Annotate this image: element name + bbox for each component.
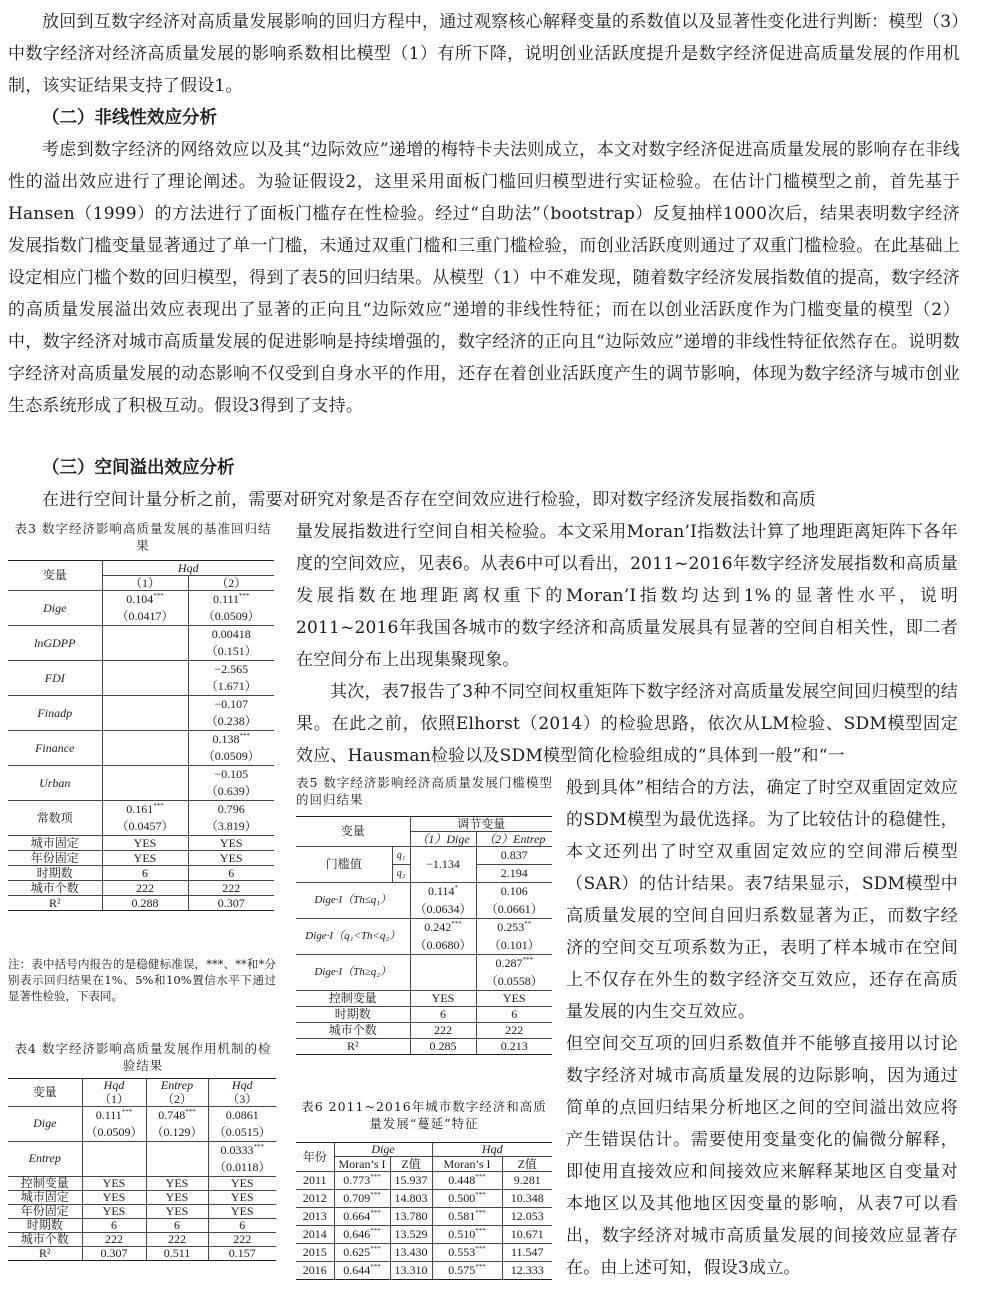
table3-cell: YES	[188, 836, 274, 851]
table3-row-label: 常数项	[8, 801, 102, 836]
table4-cell: 0.307	[82, 1246, 146, 1260]
table5-row-label: 城市个数	[296, 1023, 410, 1039]
table6-cell: 0.646***	[334, 1226, 390, 1244]
table4-cell: YES	[146, 1204, 208, 1218]
table3-coef: 0.796	[217, 802, 245, 817]
table4-coef: 0.748***	[146, 1106, 208, 1124]
table3-se	[102, 714, 188, 731]
table6-cell: 0.581***	[432, 1208, 502, 1226]
table3-cell: YES	[188, 851, 274, 866]
table6-sub-header: Z值	[502, 1157, 552, 1172]
table3-cell: YES	[102, 836, 188, 851]
table3-se: （0.0457）	[102, 819, 188, 836]
table3-dep-header: Hqd	[102, 561, 274, 576]
table4-dep-header: Entrep	[146, 1079, 208, 1093]
table3-cell: 6	[188, 866, 274, 881]
table5-coef: 0.253**	[497, 920, 532, 935]
table3-coef	[102, 661, 188, 679]
paragraph-intro: 放回到互数字经济对高质量发展影响的回归方程中，通过观察核心解释变量的系数值以及显著性变化进行判断：模型（3）中数字经济对经济高质量发展的影响系数相比模型（1）有所下降，说明创业活跃度提升是数字经济促进高质量发展的作用机制，该实证结果支持了假设1。	[8, 12, 960, 96]
table5-cell: 0.213	[476, 1039, 552, 1055]
table4-var-header: 变量	[8, 1079, 82, 1107]
table6-sub-header: Moran’s I	[334, 1157, 390, 1172]
table4-cell: YES	[82, 1176, 146, 1190]
table3-coef	[102, 626, 188, 644]
table6-cell: 15.937	[390, 1172, 432, 1190]
table6-cell: 13.430	[390, 1244, 432, 1262]
table4-coef: 0.111***	[82, 1106, 146, 1124]
table3-se: （0.0509）	[188, 609, 274, 626]
table3	[8, 560, 274, 911]
table5-q1-label: q₁	[392, 847, 410, 865]
table5-cell: YES	[410, 991, 476, 1007]
table3-row-label: Finadp	[8, 696, 102, 731]
table6-year: 2013	[296, 1208, 334, 1226]
table6-year: 2011	[296, 1172, 334, 1190]
table6-cell: 0.664***	[334, 1208, 390, 1226]
table6	[296, 1142, 552, 1280]
table5-col-header: （1）Dige	[410, 832, 476, 847]
table3-se	[102, 679, 188, 696]
table5-coef: 0.242***	[410, 919, 476, 937]
table6-body	[296, 1172, 552, 1280]
table3-se	[102, 644, 188, 661]
table6-cell: 0.553***	[432, 1244, 502, 1262]
table6-year: 2015	[296, 1244, 334, 1262]
table4-row-label: 控制变量	[8, 1176, 82, 1190]
table4-dep-header: Hqd	[208, 1079, 276, 1093]
table3-col-header: （2）	[188, 576, 274, 591]
table3-coef: 0.111***	[212, 592, 250, 607]
table4-dep-header: Hqd	[82, 1079, 146, 1093]
table3-row-label: 时期数	[8, 866, 102, 881]
table3-se: （0.238）	[188, 714, 274, 731]
table3-coef: 0.00418	[211, 627, 251, 642]
section-heading-nonlinear: （二）非线性效应分析	[42, 108, 217, 128]
paragraph-nonlinear: 考虑到数字经济的网络效应以及其“边际效应”递增的梅特卡夫法则成立，本文对数字经济促进高质量发展的影响存在非线性的溢出效应进行了理论阐述。为验证假设2，这里采用面板门槛回归模型进行实证检验。在估计门槛模型之前，首先基于Hansen（1999）的方法进行了面板门槛存在性检验。经过“自助法”（bootstrap）反复抽样1000次后，结果表明数字经济发展指数门槛变量显著通过了单一门槛，未通过双重门槛和三重门槛检验，而创业活跃度则通过了双重门槛检验。在此基础上设定相应门槛个数的回归模型，得到了表5的回归结果。从模型（1）中不难发现，随着数字经济发展指数值的提高，数字经济的高质量发展溢出效应表现出了显著的正向且“边际效应”递增的非线性特征；而在以创业活跃度作为门槛变量的模型（2）中，数字经济对城市高质量发展的促进影响是持续增强的，数字经济的正向且“边际效应”递增的非线性特征依然存在。说明数字经济对高质量发展的动态影响不仅受到自身水平的作用，还存在着创业活跃度产生的调节影响，体现为数字经济与城市创业生态系统形成了积极互动。假设3得到了支持。	[8, 140, 960, 416]
paragraph-sdm-selection: 般到具体”相结合的方法，确定了时空双重固定效应的SDM模型为最优选择。为了比较估计的稳健性，本文还列出了时空双重固定效应的空间滞后模型（SAR）的估计结果。表7结果显示，SDM模型中高质量发展的空间自回归系数显著为正，而数字经济的空间交互项系数为正，表明了样本城市在空间上不仅存在外生的数字经济交互效应，还存在高质量发展的内生交互效应。	[566, 778, 958, 1022]
table4-cell: 222	[82, 1232, 146, 1246]
table4-cell: 0.511	[146, 1246, 208, 1260]
table5-se: （0.101）	[476, 937, 552, 955]
table4-body	[8, 1106, 276, 1260]
table4	[8, 1078, 276, 1261]
table3-cell: 0.288	[102, 896, 188, 911]
paragraph-marginal-effects: 但空间交互项的回归系数值并不能够直接用以讨论数字经济对城市高质量发展的边际影响，因为通过简单的点回归结果分析地区之间的空间溢出效应将产生错误估计。需要使用变量变化的偏微分解释，即使用直接效应和间接效应来解释某地区自变量对本地区以及其他地区因变量的影响，从表7可以看出，数字经济对城市高质量发展的间接效应显著存在。由上述可知，假设3成立。	[566, 1034, 958, 1278]
table5-body	[296, 883, 552, 1055]
table3-se	[102, 749, 188, 766]
paragraph-spatial-autocorr: 量发展指数进行空间自相关检验。本文采用Moran’I指数法计算了地理距离矩阵下各年度的空间效应，见表6。从表6中可以看出，2011~2016年数字经济发展指数和高质量发展指数在地理距离权重下的Moran’I指数均达到1%的显著性水平，说明2011~2016年我国各城市的数字经济和高质量发展具有显著的空间自相关性，即二者在空间分布上出现集聚现象。	[296, 522, 958, 670]
table6-cell: 9.281	[502, 1172, 552, 1190]
table3-se: （0.0417）	[102, 609, 188, 626]
table4-se: （0.0515）	[208, 1124, 276, 1141]
table4-cell: 6	[82, 1218, 146, 1232]
table6-year: 2012	[296, 1190, 334, 1208]
paragraph-spatial-start: 在进行空间计量分析之前，需要对研究对象是否存在空间效应进行检验，即对数字经济发展指数和高质	[42, 490, 816, 510]
table5-threshold-c1: −1.134	[410, 847, 476, 883]
table6-cell: 13.780	[390, 1208, 432, 1226]
table4-cell: 6	[146, 1218, 208, 1232]
table4-col-header: （2）	[146, 1093, 208, 1107]
table3-coef: −2.565	[214, 662, 249, 677]
table3-row-label: R²	[8, 896, 102, 911]
table5-coef: 0.106	[500, 884, 528, 899]
table3-se: （1.671）	[188, 679, 274, 696]
table4-row-label: Entrep	[8, 1141, 82, 1176]
table6-cell: 0.510***	[432, 1226, 502, 1244]
table6-group-header: Dige	[334, 1143, 432, 1157]
table3-cell: 222	[188, 881, 274, 896]
table4-coef	[146, 1141, 208, 1159]
table5-row-label: 控制变量	[296, 991, 410, 1007]
table5-col-header: （2）Entrep	[476, 832, 552, 847]
table5-row-label: Dige·I（Th≤q₁）	[296, 883, 410, 919]
table3-se: （0.639）	[188, 784, 274, 801]
table3-row-label: FDI	[8, 661, 102, 696]
table5-coef: 0.114*	[410, 883, 476, 901]
table5-cell: 6	[410, 1007, 476, 1023]
table6-year: 2016	[296, 1262, 334, 1280]
paragraph-table7-intro: 其次，表7报告了3种不同空间权重矩阵下数字经济对高质量发展空间回归模型的结果。在此之前，依照Elhorst（2014）的检验思路，依次从LM检验、SDM模型固定效应、Hausman检验以及SDM模型简化检验组成的“具体到一般”和“一	[296, 682, 958, 766]
table6-sub-header: Z值	[390, 1157, 432, 1172]
table3-coef: −0.105	[214, 767, 249, 782]
table3-se: （0.151）	[188, 644, 274, 661]
table4-se: （0.129）	[146, 1124, 208, 1141]
table5	[296, 816, 552, 1055]
table6-cell: 11.547	[502, 1244, 552, 1262]
table5-cell: 6	[476, 1007, 552, 1023]
table4-row-label: 时期数	[8, 1218, 82, 1232]
table4-se	[146, 1159, 208, 1176]
table4-coef: 0.0861	[225, 1107, 259, 1122]
table5-se	[410, 973, 476, 991]
table3-body	[8, 591, 274, 911]
table3-row-label: Urban	[8, 766, 102, 801]
table4-cell: 222	[146, 1232, 208, 1246]
table3-coef: 0.161***	[102, 801, 188, 819]
table4-row-label: R²	[8, 1246, 82, 1260]
table6-year: 2014	[296, 1226, 334, 1244]
table5-se: （0.0558）	[476, 973, 552, 991]
table4-col-header: （1）	[82, 1093, 146, 1107]
table5-threshold-label: 门槛值	[296, 847, 392, 883]
table3-se: （0.0509）	[188, 749, 274, 766]
table4-row-label: 城市个数	[8, 1232, 82, 1246]
table4-cell: 0.157	[208, 1246, 276, 1260]
table3-se	[102, 784, 188, 801]
table6-cell: 0.448***	[432, 1172, 502, 1190]
table6-group-header: Hqd	[432, 1143, 552, 1157]
table3-row-label: 城市个数	[8, 881, 102, 896]
table4-se: （0.0509）	[82, 1124, 146, 1141]
table5-se: （0.0634）	[410, 901, 476, 919]
table4-row-label: 年份固定	[8, 1204, 82, 1218]
table3-coef	[102, 766, 188, 784]
section-heading-spatial: （三）空间溢出效应分析	[42, 458, 235, 478]
table5-row-label: Dige·I（Th≥q₂）	[296, 955, 410, 991]
table3-row-label: 年份固定	[8, 851, 102, 866]
table5-se: （0.0680）	[410, 937, 476, 955]
table3-title: 表3 数字经济影响高质量发展的基准回归结果	[14, 521, 272, 553]
table6-cell: 0.575***	[432, 1262, 502, 1280]
table4-cell: YES	[146, 1176, 208, 1190]
table3-row-label: lnGDPP	[8, 626, 102, 661]
table3-coef	[102, 731, 188, 749]
table6-cell: 10.671	[502, 1226, 552, 1244]
table4-row-label: Dige	[8, 1106, 82, 1141]
table4-title: 表4 数字经济影响高质量发展作用机制的检验结果	[14, 1041, 272, 1073]
table6-cell: 14.803	[390, 1190, 432, 1208]
table6-title: 表6 2011~2016年城市数字经济和高质量发展“蔓延”特征	[301, 1099, 547, 1131]
table5-row-label: Dige·I（q₁<Th<q₂）	[296, 919, 410, 955]
table3-row-label: Dige	[8, 591, 102, 626]
table5-coef: 0.287***	[495, 956, 533, 971]
table3-note: 注：表中括号内报告的是稳健标准误，***、**和*分别表示回归结果在1%、5%和10%置信水平下通过显著性检验，下表同。	[8, 957, 276, 1003]
table6-cell: 0.709***	[334, 1190, 390, 1208]
table5-cell: 222	[476, 1023, 552, 1039]
table3-coef: 0.138***	[212, 732, 250, 747]
table5-se: （0.0661）	[476, 901, 552, 919]
table3-row-label: 城市固定	[8, 836, 102, 851]
table4-se	[82, 1159, 146, 1176]
table6-cell: 13.310	[390, 1262, 432, 1280]
table4-cell: YES	[208, 1176, 276, 1190]
table3-se: （3.819）	[188, 819, 274, 836]
table4-coef	[82, 1141, 146, 1159]
table3-col-header: （1）	[102, 576, 188, 591]
table3-coef	[102, 696, 188, 714]
table3-row-label: Finance	[8, 731, 102, 766]
table4-cell: YES	[82, 1204, 146, 1218]
table5-row-label: R²	[296, 1039, 410, 1055]
table5-q2-label: q₂	[392, 865, 410, 883]
table6-cell: 12.053	[502, 1208, 552, 1226]
table5-cell: 0.285	[410, 1039, 476, 1055]
table5-moderator-header: 调节变量	[410, 817, 552, 832]
table4-col-header: （3）	[208, 1093, 276, 1107]
table5-cell: 222	[410, 1023, 476, 1039]
table3-cell: 222	[102, 881, 188, 896]
table4-se: （0.0118）	[208, 1159, 276, 1176]
table5-coef	[410, 955, 476, 973]
table5-cell: YES	[476, 991, 552, 1007]
table4-row-label: 城市固定	[8, 1190, 82, 1204]
table6-sub-header: Moran’s I	[432, 1157, 502, 1172]
table3-var-header: 变量	[8, 561, 102, 591]
table4-coef: 0.0333***	[220, 1142, 264, 1157]
table4-cell: YES	[208, 1204, 276, 1218]
table5-title: 表5 数字经济影响经济高质量发展门槛模型的回归结果	[296, 775, 553, 807]
table4-cell: 222	[208, 1232, 276, 1246]
table4-cell: YES	[82, 1190, 146, 1204]
table6-cell: 13.529	[390, 1226, 432, 1244]
table5-threshold-q1: 0.837	[476, 847, 552, 865]
table6-cell: 10.348	[502, 1190, 552, 1208]
table3-cell: 6	[102, 866, 188, 881]
table4-cell: 6	[208, 1218, 276, 1232]
table3-coef: 0.104***	[102, 591, 188, 609]
table6-year-header: 年份	[296, 1143, 334, 1172]
table6-cell: 0.625***	[334, 1244, 390, 1262]
table3-cell: YES	[102, 851, 188, 866]
table3-coef: −0.107	[214, 697, 249, 712]
table6-cell: 12.333	[502, 1262, 552, 1280]
table6-cell: 0.500***	[432, 1190, 502, 1208]
table5-threshold-q2: 2.194	[476, 865, 552, 883]
table4-cell: YES	[208, 1190, 276, 1204]
table5-var-header: 变量	[296, 817, 410, 847]
table6-cell: 0.644***	[334, 1262, 390, 1280]
table5-row-label: 时期数	[296, 1007, 410, 1023]
table3-cell: 0.307	[188, 896, 274, 911]
table4-cell: YES	[146, 1190, 208, 1204]
table6-cell: 0.773***	[334, 1172, 390, 1190]
